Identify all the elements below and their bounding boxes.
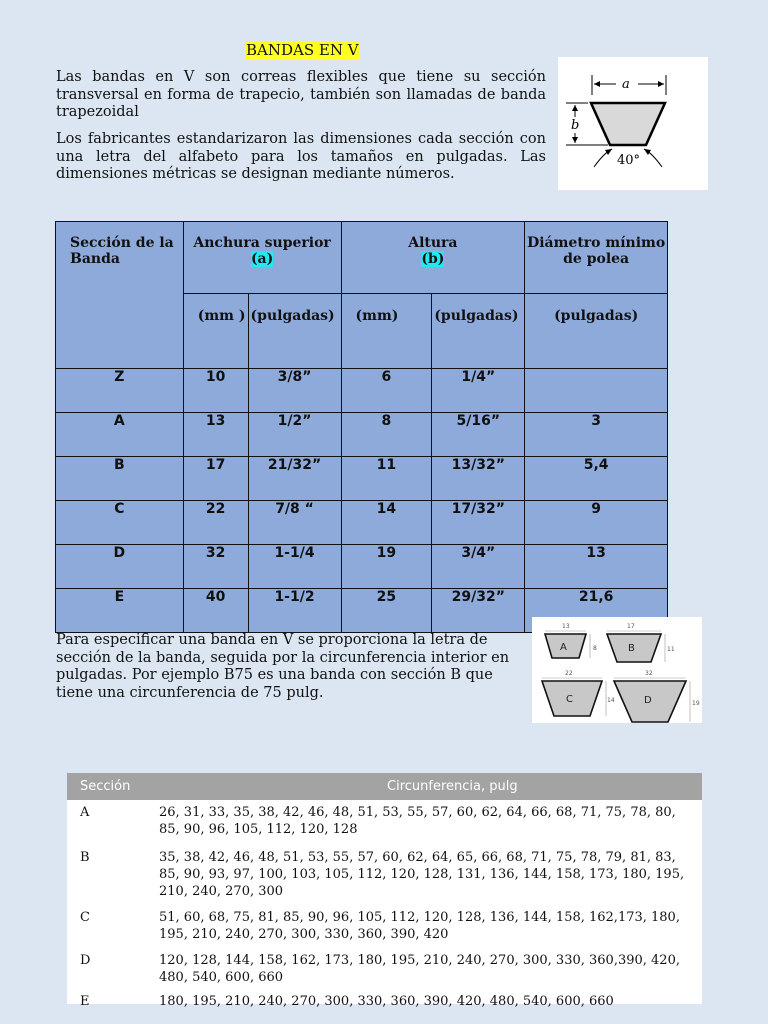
svg-text:11: 11 [667, 646, 675, 653]
circumference-table-header [67, 773, 702, 800]
header-circumference-col: Circunferencia, pulg [387, 779, 518, 794]
svg-text:22: 22 [565, 670, 573, 677]
svg-text:A: A [560, 642, 567, 653]
v-belt-diagram [558, 57, 708, 190]
circumference-table [67, 773, 702, 1009]
svg-text:14: 14 [607, 697, 615, 704]
sections-comparison-figure [532, 617, 702, 723]
table-row: D 120, 128, 144, 158, 162, 173, 180, 195, 210, 240, 270, 300, 330, 360,390, 420, 480, 540, 600, 660 [80, 953, 680, 985]
table-row: B 35, 38, 42, 46, 48, 51, 53, 55, 57, 60, 62, 64, 65, 66, 68, 71, 75, 78, 79, 81, 83, 85, 90, 93, 97, 100, 103, 105, 112, 120, 128, 131, 136, 144, 158, 173, 180, 195, 210, 240, 270, 300 [80, 850, 685, 899]
table-row: Z 10 3/8” 6 1/4” [56, 369, 668, 413]
unit-in-width: (pulgadas) [248, 294, 341, 369]
unit-mm-height: (mm) [341, 294, 432, 369]
table-row: D 32 1-1/4 19 3/4” 13 [56, 545, 668, 589]
svg-text:17: 17 [627, 623, 635, 630]
header-height: Altura (b) [341, 222, 525, 294]
header-width: Anchura superior (a) [183, 222, 341, 294]
unit-in-height: (pulgadas) [432, 294, 525, 369]
page-title: BANDAS EN V [246, 41, 359, 59]
label-a: a [622, 77, 630, 92]
intro-paragraph-1: Las bandas en V son correas flexibles que tiene su sección transversal en forma de trapecio, también son llamadas de banda trapezoidal [56, 69, 546, 120]
table-row: E 180, 195, 210, 240, 270, 300, 330, 360, 390, 420, 480, 540, 600, 660 [80, 994, 614, 1009]
unit-in-diameter: (pulgadas) [525, 294, 668, 369]
v-belt-cross-section-figure [558, 57, 708, 190]
svg-text:8: 8 [593, 645, 597, 652]
svg-text:32: 32 [645, 670, 653, 677]
svg-text:19: 19 [692, 700, 700, 707]
label-b: b [571, 118, 580, 133]
table-row: A 26, 31, 33, 35, 38, 42, 46, 48, 51, 53, 55, 57, 60, 62, 64, 66, 68, 71, 75, 78, 80, 85, 90, 96, 105, 112, 120, 128 [80, 805, 676, 837]
svg-text:C: C [566, 694, 573, 705]
table-row: A 13 1/2” 8 5/16” 3 [56, 413, 668, 457]
table-row: C 51, 60, 68, 75, 81, 85, 90, 96, 105, 112, 120, 128, 136, 144, 158, 162,173, 180, 195, 210, 240, 270, 300, 330, 360, 390, 420 [80, 910, 680, 942]
unit-mm-width: (mm ) [183, 294, 248, 369]
sections-diagram [532, 617, 702, 723]
specification-paragraph: Para especificar una banda en V se proporciona la letra de sección de la banda, seguida por la circunferencia interior en pulgadas. Por ejemplo B75 es una banda con sección B que tiene una circunferencia de 75 pulg. [56, 632, 510, 701]
svg-text:B: B [628, 643, 635, 654]
table-row: E 40 1-1/2 25 29/32” 21,6 [56, 589, 668, 633]
header-section-col: Sección [80, 779, 131, 794]
symbol-a: (a) [250, 251, 274, 267]
header-diameter: Diámetro mínimo de polea [525, 222, 668, 294]
symbol-b: (b) [421, 251, 445, 267]
belt-dimensions-table [55, 221, 668, 633]
table-row: B 17 21/32” 11 13/32” 5,4 [56, 457, 668, 501]
header-section: Sección de la Banda [56, 222, 184, 369]
table-row: C 22 7/8 “ 14 17/32” 9 [56, 501, 668, 545]
svg-text:13: 13 [562, 623, 570, 630]
intro-paragraph-2: Los fabricantes estandarizaron las dimensiones cada sección con una letra del alfabeto para los tamaños en pulgadas. Las dimensiones métricas se designan mediante números. [56, 131, 546, 182]
svg-text:D: D [644, 695, 652, 706]
angle-label: 40° [617, 153, 641, 168]
